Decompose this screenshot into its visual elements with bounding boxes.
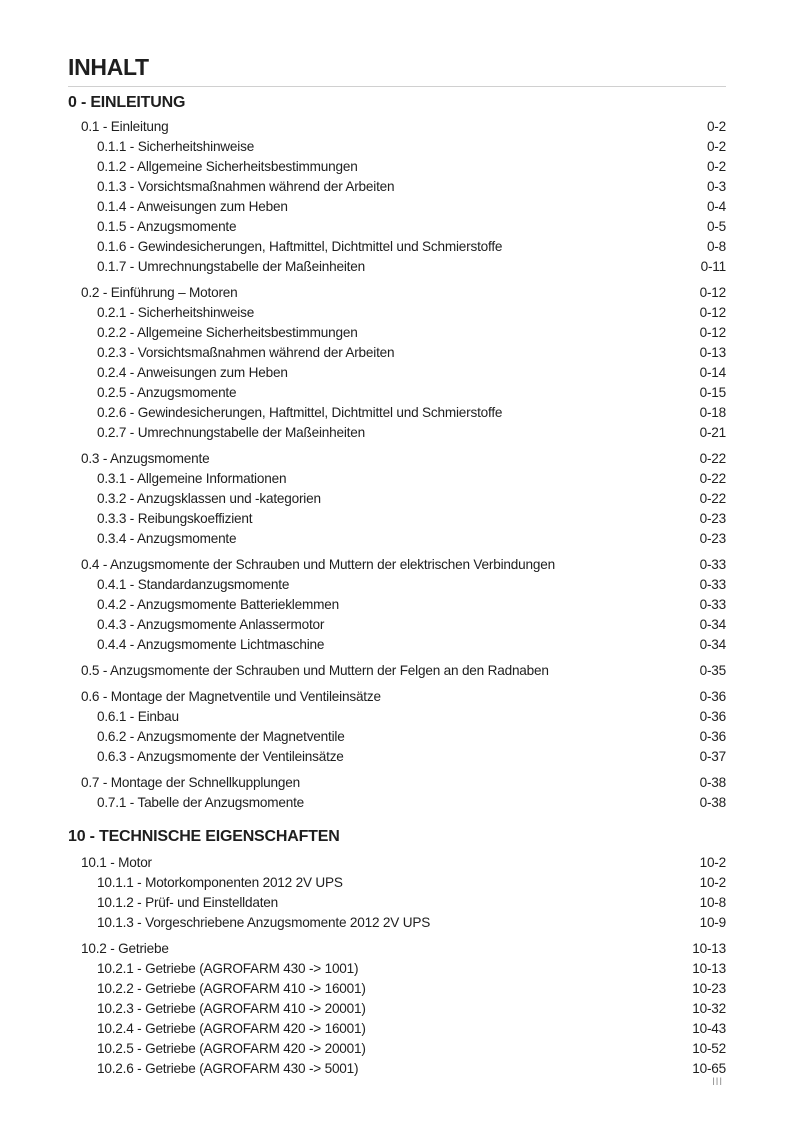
toc-entry-label: 0.1.2 - Allgemeine Sicherheitsbestimmungen [97, 159, 358, 174]
toc-item-entry[interactable] [68, 423, 726, 443]
toc-group [68, 283, 726, 443]
toc-entry-page: 0-36 [699, 729, 726, 744]
toc-entry-page: 0-2 [706, 139, 726, 154]
toc-entry-page: 0-22 [699, 491, 726, 506]
toc-item-entry[interactable] [68, 595, 726, 615]
toc-entry-page: 0-38 [699, 775, 726, 790]
toc-item-entry[interactable] [68, 727, 726, 747]
toc-group [68, 117, 726, 277]
toc-entry-page: 0-12 [699, 325, 726, 340]
toc-item-entry[interactable] [68, 873, 726, 893]
page-title: INHALT [68, 52, 726, 87]
toc-entry-page: 10-32 [692, 1001, 726, 1016]
toc-entry-label: 0.3.2 - Anzugsklassen und -kategorien [97, 491, 321, 506]
toc-entry-label: 10.2 - Getriebe [81, 941, 169, 956]
toc-entry-page: 0-14 [699, 365, 726, 380]
toc-entry-label: 0.1.6 - Gewindesicherungen, Haftmittel, Dichtmittel und Schmierstoffe [97, 239, 503, 254]
toc-entry-label: 10.2.5 - Getriebe (AGROFARM 420 -> 20001) [97, 1041, 366, 1056]
toc-entry-page: 0-4 [706, 199, 726, 214]
toc-entry-page: 0-22 [699, 471, 726, 486]
toc-entry-page: 10-52 [692, 1041, 726, 1056]
toc-item-entry[interactable] [68, 257, 726, 277]
toc-entry-label: 0.5 - Anzugsmomente der Schrauben und Muttern der Felgen an den Radnaben [81, 663, 549, 678]
toc-entry-page: 10-43 [692, 1021, 726, 1036]
toc-entry-page: 0-34 [699, 637, 726, 652]
toc-entry-label: 0.1.7 - Umrechnungstabelle der Maßeinheiten [97, 259, 365, 274]
toc-item-entry[interactable] [68, 979, 726, 999]
toc-entry-page: 0-38 [699, 795, 726, 810]
toc-entry-label: 0.1.3 - Vorsichtsmaßnahmen während der Arbeiten [97, 179, 395, 194]
toc-entry-page: 0-22 [699, 451, 726, 466]
toc-entry-page: 0-33 [699, 557, 726, 572]
toc-entry-label: 10.2.2 - Getriebe (AGROFARM 410 -> 16001) [97, 981, 366, 996]
toc-group [68, 687, 726, 767]
toc-entry-label: 0.3 - Anzugsmomente [81, 451, 210, 466]
toc-entry-label: 10.1.1 - Motorkomponenten 2012 2V UPS [97, 875, 343, 890]
toc-entry-label: 0.2 - Einführung – Motoren [81, 285, 238, 300]
toc-entry-page: 0-2 [706, 119, 726, 134]
toc-item-entry[interactable] [68, 363, 726, 383]
toc-item-entry[interactable] [68, 489, 726, 509]
toc-item-entry[interactable] [68, 217, 726, 237]
toc-item-entry[interactable] [68, 747, 726, 767]
toc-entry-page: 0-5 [706, 219, 726, 234]
toc-entry-page: 0-13 [699, 345, 726, 360]
toc-item-entry[interactable] [68, 469, 726, 489]
toc-entry-page: 0-18 [699, 405, 726, 420]
toc-item-entry[interactable] [68, 1039, 726, 1059]
toc-entry-page: 10-9 [699, 915, 726, 930]
toc-entry-label: 0.1.5 - Anzugsmomente [97, 219, 237, 234]
toc-entry-label: 0.1.1 - Sicherheitshinweise [97, 139, 255, 154]
toc-entry-page: 0-12 [699, 285, 726, 300]
toc-entry-label: 0.6.2 - Anzugsmomente der Magnetventile [97, 729, 345, 744]
toc-entry-label: 0.4.4 - Anzugsmomente Lichtmaschine [97, 637, 325, 652]
toc-group [68, 939, 726, 1079]
toc-entry-page: 0-23 [699, 511, 726, 526]
toc-subsection-entry[interactable] [68, 661, 726, 681]
toc-item-entry[interactable] [68, 635, 726, 655]
toc-item-entry[interactable] [68, 1019, 726, 1039]
toc-entry-label: 0.4.1 - Standardanzugsmomente [97, 577, 290, 592]
toc-sections [68, 93, 726, 1079]
toc-item-entry[interactable] [68, 1059, 726, 1079]
toc-entry-label: 10.2.3 - Getriebe (AGROFARM 410 -> 20001) [97, 1001, 366, 1016]
toc-item-entry[interactable] [68, 575, 726, 595]
toc-subsection-entry[interactable] [68, 853, 726, 873]
toc-entry-label: 10.1.3 - Vorgeschriebene Anzugsmomente 2012 2V UPS [97, 915, 431, 930]
toc-entry-page: 10-8 [699, 895, 726, 910]
toc-group [68, 555, 726, 655]
toc-entry-page: 10-2 [699, 855, 726, 870]
toc-entry-label: 0.4.2 - Anzugsmomente Batterieklemmen [97, 597, 339, 612]
toc-entry-page: 0-33 [699, 597, 726, 612]
toc-entry-label: 0.2.5 - Anzugsmomente [97, 385, 237, 400]
toc-entry-page: 0-21 [699, 425, 726, 440]
toc-entry-label: 0.2.6 - Gewindesicherungen, Haftmittel, Dichtmittel und Schmierstoffe [97, 405, 503, 420]
toc-item-entry[interactable] [68, 999, 726, 1019]
toc-entry-page: 10-13 [692, 941, 726, 956]
toc-subsection-entry[interactable] [68, 449, 726, 469]
toc-entry-page: 0-33 [699, 577, 726, 592]
toc-entry-label: 0.7 - Montage der Schnellkupplungen [81, 775, 300, 790]
toc-group [68, 853, 726, 933]
toc-entry-page: 0-8 [706, 239, 726, 254]
toc-item-entry[interactable] [68, 403, 726, 423]
toc-entry-label: 0.2.3 - Vorsichtsmaßnahmen während der Arbeiten [97, 345, 395, 360]
toc-item-entry[interactable] [68, 529, 726, 549]
toc-entry-page: 0-35 [699, 663, 726, 678]
toc-entry-label: 0.6.3 - Anzugsmomente der Ventileinsätze [97, 749, 344, 764]
toc-item-entry[interactable] [68, 177, 726, 197]
toc-group [68, 773, 726, 813]
page-number-footer: III [712, 1076, 723, 1088]
table-of-contents [68, 52, 726, 1079]
toc-subsection-entry[interactable] [68, 283, 726, 303]
toc-subsection-entry[interactable] [68, 939, 726, 959]
toc-group [68, 661, 726, 681]
toc-item-entry[interactable] [68, 343, 726, 363]
toc-entry-label: 10.2.6 - Getriebe (AGROFARM 430 -> 5001) [97, 1061, 359, 1076]
toc-subsection-entry[interactable] [68, 555, 726, 575]
toc-entry-label: 0.6 - Montage der Magnetventile und Ventileinsätze [81, 689, 381, 704]
toc-entry-label: 0.3.3 - Reibungskoeffizient [97, 511, 253, 526]
toc-item-entry[interactable] [68, 615, 726, 635]
toc-entry-page: 0-23 [699, 531, 726, 546]
toc-entry-page: 10-23 [692, 981, 726, 996]
toc-subsection-entry[interactable] [68, 773, 726, 793]
toc-entry-label: 0.7.1 - Tabelle der Anzugsmomente [97, 795, 305, 810]
toc-item-entry[interactable] [68, 893, 726, 913]
toc-entry-label: 0.2.2 - Allgemeine Sicherheitsbestimmungen [97, 325, 358, 340]
toc-group [68, 449, 726, 549]
toc-item-entry[interactable] [68, 303, 726, 323]
toc-item-entry[interactable] [68, 707, 726, 727]
toc-item-entry[interactable] [68, 913, 726, 933]
toc-entry-label: 10.1 - Motor [81, 855, 152, 870]
toc-subsection-entry[interactable] [68, 117, 726, 137]
toc-entry-label: 0.3.1 - Allgemeine Informationen [97, 471, 287, 486]
toc-item-entry[interactable] [68, 157, 726, 177]
toc-entry-label: 0.6.1 - Einbau [97, 709, 179, 724]
section-heading: 10 - TECHNISCHE EIGENSCHAFTEN [68, 828, 340, 845]
toc-item-entry[interactable] [68, 237, 726, 257]
toc-item-entry[interactable] [68, 323, 726, 343]
toc-entry-label: 0.4.3 - Anzugsmomente Anlassermotor [97, 617, 325, 632]
toc-entry-page: 0-2 [706, 159, 726, 174]
toc-entry-label: 10.1.2 - Prüf- und Einstelldaten [97, 895, 279, 910]
toc-entry-page: 10-2 [699, 875, 726, 890]
toc-item-entry[interactable] [68, 137, 726, 157]
toc-entry-page: 0-11 [700, 259, 726, 274]
toc-entry-label: 0.3.4 - Anzugsmomente [97, 531, 237, 546]
toc-entry-page: 0-34 [699, 617, 726, 632]
toc-entry-label: 0.1 - Einleitung [81, 119, 169, 134]
toc-entry-label: 0.2.1 - Sicherheitshinweise [97, 305, 255, 320]
toc-entry-page: 10-13 [692, 961, 726, 976]
toc-item-entry[interactable] [68, 383, 726, 403]
toc-item-entry[interactable] [68, 509, 726, 529]
toc-entry-label: 10.2.1 - Getriebe (AGROFARM 430 -> 1001) [97, 961, 359, 976]
toc-entry-page: 0-36 [699, 689, 726, 704]
toc-entry-label: 0.1.4 - Anweisungen zum Heben [97, 199, 288, 214]
section-heading: 0 - EINLEITUNG [68, 94, 186, 111]
toc-subsection-entry[interactable] [68, 687, 726, 707]
toc-entry-page: 0-36 [699, 709, 726, 724]
toc-item-entry[interactable] [68, 197, 726, 217]
toc-entry-page: 0-3 [706, 179, 726, 194]
toc-entry-page: 0-15 [699, 385, 726, 400]
toc-entry-label: 0.2.4 - Anweisungen zum Heben [97, 365, 288, 380]
toc-entry-label: 0.2.7 - Umrechnungstabelle der Maßeinheiten [97, 425, 365, 440]
toc-entry-page: 0-37 [699, 749, 726, 764]
toc-item-entry[interactable] [68, 959, 726, 979]
toc-entry-label: 0.4 - Anzugsmomente der Schrauben und Muttern der elektrischen Verbindungen [81, 557, 555, 572]
toc-item-entry[interactable] [68, 793, 726, 813]
toc-entry-page: 0-12 [699, 305, 726, 320]
toc-entry-label: 10.2.4 - Getriebe (AGROFARM 420 -> 16001) [97, 1021, 366, 1036]
toc-entry-page: 10-65 [692, 1061, 726, 1076]
